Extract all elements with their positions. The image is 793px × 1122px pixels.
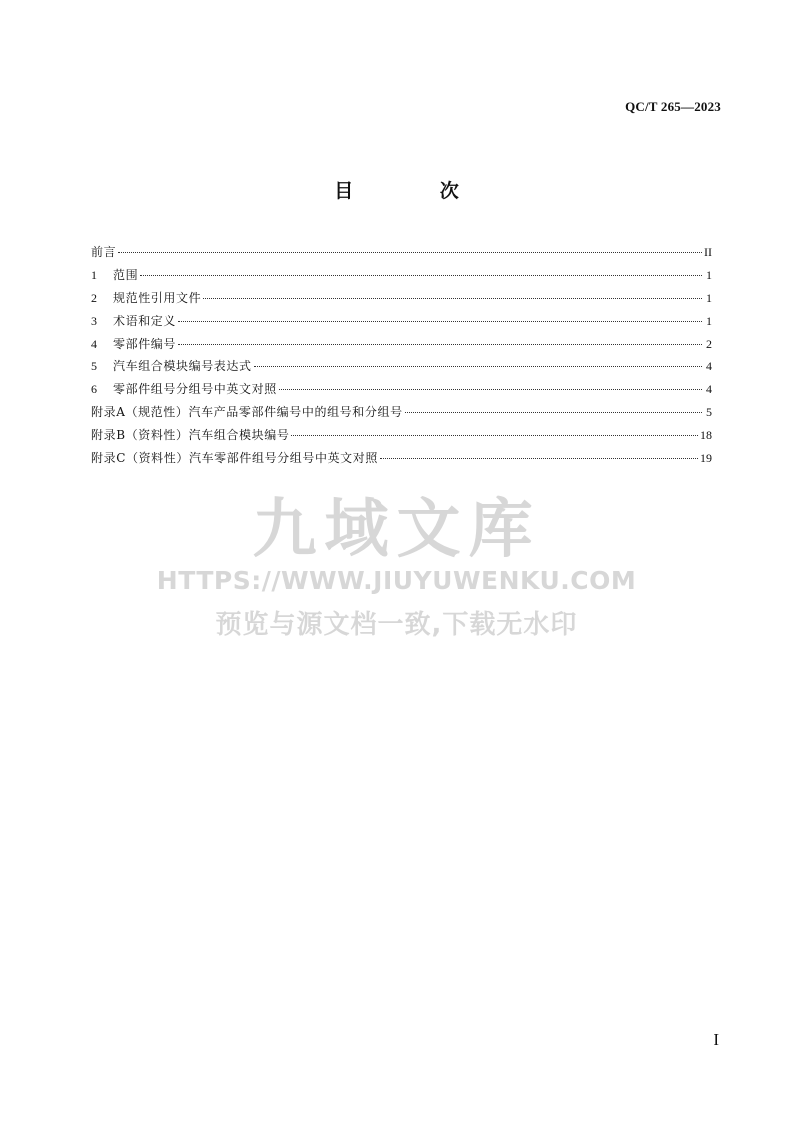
- table-of-contents: [91, 244, 712, 473]
- toc-leader-dots: [380, 458, 698, 459]
- toc-entry-page: 1: [706, 290, 712, 305]
- toc-leader-dots: [254, 366, 702, 367]
- toc-leader-dots: [118, 252, 702, 253]
- watermark-title: 九域文库: [252, 493, 541, 567]
- toc-title: 目 次: [334, 180, 499, 202]
- toc-entry[interactable]: [91, 244, 712, 267]
- toc-leader-dots: [203, 298, 702, 299]
- toc-entry-text: 规范性引用文件: [113, 290, 202, 305]
- watermark-url: HTTPS://WWW.JIUYUWENKU.COM: [156, 566, 637, 595]
- toc-entry-page: 1: [706, 313, 712, 328]
- toc-entry[interactable]: [91, 404, 712, 427]
- toc-entry-number: 1: [91, 267, 97, 282]
- toc-entry-text: 附录C（资料性）汽车零部件组号分组号中英文对照: [91, 451, 378, 466]
- toc-entry-text: 汽车组合模块编号表达式: [113, 359, 252, 374]
- toc-entry-page: 4: [706, 382, 712, 397]
- toc-entry[interactable]: [91, 313, 712, 336]
- toc-entry-text: 术语和定义: [113, 313, 177, 328]
- toc-entry-page: 18: [700, 428, 712, 443]
- toc-entry-number: 2: [91, 290, 97, 305]
- watermark-note: 预览与源文档一致,下载无水印: [215, 610, 578, 640]
- toc-entry-text: 范围: [113, 267, 139, 282]
- toc-leader-dots: [279, 389, 702, 390]
- standard-code: QC/T 265—2023: [625, 99, 721, 114]
- toc-leader-dots: [178, 344, 702, 345]
- page-number: I: [713, 1030, 719, 1049]
- toc-entry-number: 4: [91, 336, 97, 351]
- toc-leader-dots: [140, 275, 702, 276]
- toc-entry[interactable]: [91, 290, 712, 313]
- toc-entry-page: II: [704, 245, 712, 259]
- toc-entry[interactable]: [91, 381, 712, 404]
- toc-entry-page: 2: [706, 336, 712, 351]
- toc-entry-text: 零部件编号: [113, 336, 177, 351]
- toc-entry[interactable]: [91, 427, 712, 450]
- toc-entry-number: 6: [91, 382, 97, 397]
- toc-entry[interactable]: [91, 267, 712, 290]
- toc-entry[interactable]: [91, 358, 712, 381]
- toc-entry-page: 5: [706, 405, 712, 420]
- toc-entry-text: 附录B（资料性）汽车组合模块编号: [91, 428, 290, 443]
- toc-entry-text: 零部件组号分组号中英文对照: [113, 382, 277, 397]
- toc-entry-number: 3: [91, 313, 97, 328]
- toc-entry[interactable]: [91, 450, 712, 473]
- toc-entry[interactable]: [91, 336, 712, 359]
- toc-entry-page: 4: [706, 359, 712, 374]
- toc-entry-page: 1: [706, 267, 712, 282]
- toc-entry-text: 前言: [91, 245, 117, 259]
- toc-leader-dots: [178, 321, 702, 322]
- toc-entry-page: 19: [700, 451, 712, 466]
- toc-leader-dots: [405, 412, 702, 413]
- toc-leader-dots: [291, 435, 698, 436]
- toc-entry-number: 5: [91, 359, 97, 374]
- toc-entry-text: 附录A（规范性）汽车产品零部件编号中的组号和分组号: [91, 405, 403, 420]
